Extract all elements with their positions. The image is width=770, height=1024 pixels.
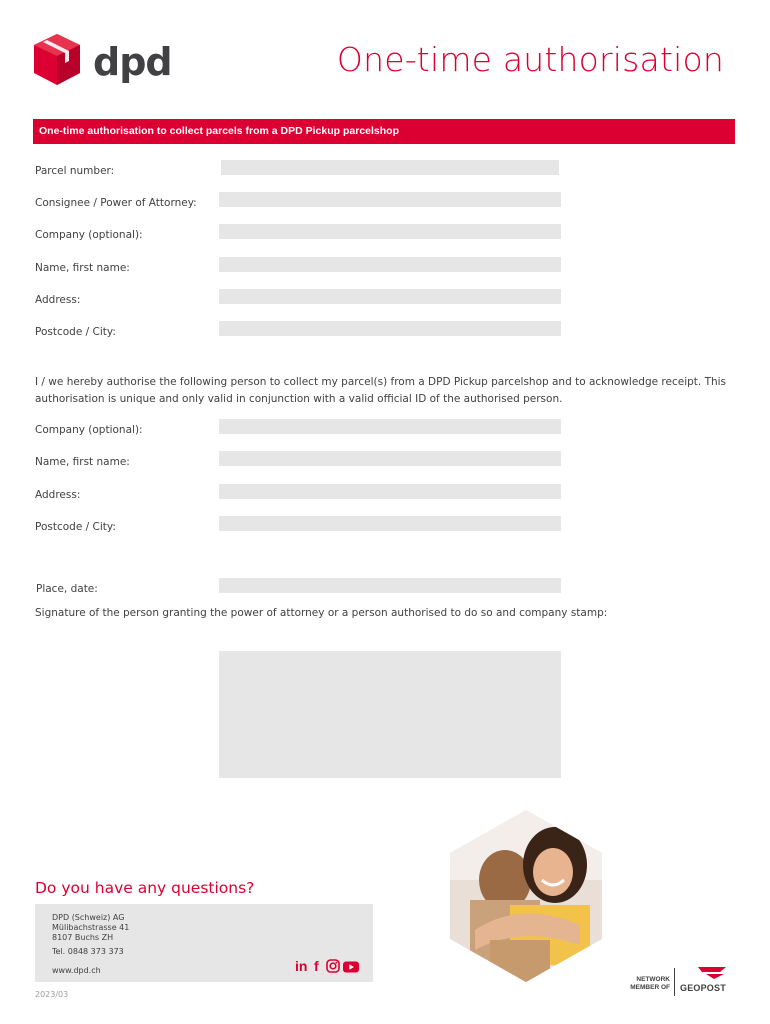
- network-member-text: [624, 976, 670, 992]
- dpd-cube-icon: [33, 34, 83, 86]
- youtube-icon[interactable]: [343, 960, 359, 978]
- city: 8107 Buchs ZH: [52, 933, 114, 942]
- contact-box: [35, 904, 373, 982]
- authorised-address-label: Address:: [35, 489, 81, 501]
- instagram-icon[interactable]: [326, 959, 340, 978]
- name-field[interactable]: [219, 257, 561, 272]
- authorised-postcode-field[interactable]: [219, 516, 561, 531]
- questions-heading: Do you have any questions?: [35, 879, 255, 897]
- authorised-company-field[interactable]: [219, 419, 561, 434]
- place-date-label: Place, date:: [36, 583, 98, 595]
- consignee-field[interactable]: [219, 192, 561, 207]
- authorised-name-label: Name, first name:: [35, 456, 130, 468]
- section-banner: One-time authorisation to collect parcels from a DPD Pickup parcelshop: [33, 119, 735, 144]
- parcel-number-label: Parcel number:: [35, 165, 115, 177]
- parcel-number-field[interactable]: [221, 160, 559, 175]
- address-label: Address:: [35, 294, 81, 306]
- phone: Tel. 0848 373 373: [52, 947, 124, 956]
- authorised-postcode-label: Postcode / City:: [35, 521, 116, 533]
- authorisation-statement: I / we hereby authorise the following person to collect my parcel(s) from a DPD Pickup parcelshop and to acknowledge receipt. This authorisation is unique and only valid in conjunction with a valid official ID of the authorised person.: [35, 376, 727, 405]
- linkedin-icon[interactable]: [295, 959, 311, 978]
- dpd-logo: [33, 34, 172, 86]
- signature-label: Signature of the person granting the power of attorney or a person authorised to do so and company stamp:: [35, 607, 608, 619]
- consignee-label: Consignee / Power of Attorney:: [35, 197, 197, 209]
- website-link[interactable]: www.dpd.ch: [52, 966, 101, 975]
- logo-divider: [674, 968, 675, 996]
- geopost-name: GEOPOST: [680, 983, 726, 993]
- address-field[interactable]: [219, 289, 561, 304]
- logo-text: dpd: [93, 40, 172, 84]
- place-date-field[interactable]: [219, 578, 561, 593]
- version-label: 2023/03: [35, 990, 69, 999]
- svg-text:in: in: [295, 959, 308, 973]
- company-field[interactable]: [219, 224, 561, 239]
- geopost-logo: [624, 962, 738, 996]
- authorised-name-field[interactable]: [219, 451, 561, 466]
- customer-photo: [450, 810, 602, 982]
- svg-text:f: f: [314, 959, 319, 973]
- authorised-company-label: Company (optional):: [35, 424, 143, 436]
- name-label: Name, first name:: [35, 262, 130, 274]
- postcode-label: Postcode / City:: [35, 326, 116, 338]
- postcode-field[interactable]: [219, 321, 561, 336]
- geopost-mark-icon: [694, 964, 734, 980]
- company-name: DPD (Schweiz) AG: [52, 913, 125, 922]
- network-line-1: NETWORK: [636, 976, 670, 983]
- network-line-2: MEMBER OF: [630, 984, 670, 991]
- authorised-address-field[interactable]: [219, 484, 561, 499]
- facebook-icon[interactable]: [314, 959, 323, 978]
- signature-box[interactable]: [219, 651, 561, 778]
- page-title: One-time authorisation: [336, 40, 724, 79]
- street-address: Mülibachstrasse 41: [52, 923, 130, 932]
- company-label: Company (optional):: [35, 229, 143, 241]
- social-links: [295, 959, 359, 978]
